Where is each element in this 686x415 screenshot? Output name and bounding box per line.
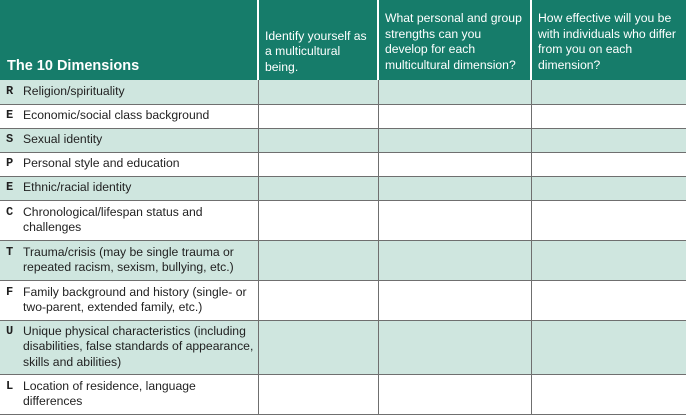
strengths-entry[interactable] <box>379 321 531 374</box>
dimension-row-economic <box>0 104 686 128</box>
header-group-strengths: What personal and group strengths can you develop for each multicultural dimension? <box>378 0 531 80</box>
effectiveness-entry-cell[interactable] <box>531 152 686 176</box>
identify-entry-cell[interactable] <box>258 152 378 176</box>
identify-entry-cell[interactable] <box>258 104 378 128</box>
strengths-entry-cell[interactable] <box>378 200 531 240</box>
dimension-cell <box>0 176 258 200</box>
dimension-label: Religion/spirituality <box>23 84 254 100</box>
dimension-letter: T <box>6 245 23 261</box>
effectiveness-entry[interactable] <box>532 375 686 414</box>
identify-entry-cell[interactable] <box>258 240 378 280</box>
dimension-cell <box>0 104 258 128</box>
dimension-cell <box>0 200 258 240</box>
strengths-entry-cell[interactable] <box>378 240 531 280</box>
effectiveness-entry[interactable] <box>532 177 686 200</box>
identify-entry-cell[interactable] <box>258 200 378 240</box>
effectiveness-entry-cell[interactable] <box>531 104 686 128</box>
strengths-entry[interactable] <box>379 281 531 320</box>
strengths-entry[interactable] <box>379 80 531 104</box>
identify-entry[interactable] <box>259 177 378 200</box>
header-row <box>0 0 686 80</box>
dimension-cell <box>0 128 258 152</box>
dimension-cell <box>0 240 258 280</box>
dimension-cell <box>0 152 258 176</box>
strengths-entry-cell[interactable] <box>378 280 531 320</box>
effectiveness-entry[interactable] <box>532 80 686 104</box>
dimension-letter: U <box>6 324 23 340</box>
identify-entry-cell[interactable] <box>258 80 378 104</box>
header-identify-yourself: Identify yourself as a multicultural being. <box>258 0 378 80</box>
dimension-label: Sexual identity <box>23 132 254 148</box>
dimension-letter: C <box>6 205 23 221</box>
effectiveness-entry-cell[interactable] <box>531 128 686 152</box>
strengths-entry-cell[interactable] <box>378 104 531 128</box>
identify-entry[interactable] <box>259 153 378 176</box>
identify-entry[interactable] <box>259 201 378 240</box>
dimension-label: Location of residence, language differences <box>23 379 254 410</box>
strengths-entry[interactable] <box>379 201 531 240</box>
effectiveness-entry[interactable] <box>532 321 686 374</box>
strengths-entry[interactable] <box>379 375 531 414</box>
identify-entry[interactable] <box>259 105 378 128</box>
strengths-entry-cell[interactable] <box>378 374 531 414</box>
dimension-letter: R <box>6 84 23 100</box>
strengths-entry-cell[interactable] <box>378 320 531 374</box>
identify-entry-cell[interactable] <box>258 128 378 152</box>
effectiveness-entry[interactable] <box>532 241 686 280</box>
identify-entry-cell[interactable] <box>258 320 378 374</box>
dimension-row-religion <box>0 80 686 104</box>
identify-entry[interactable] <box>259 281 378 320</box>
dimension-letter: P <box>6 156 23 172</box>
dimension-row-personal-style <box>0 152 686 176</box>
identify-entry-cell[interactable] <box>258 176 378 200</box>
dimension-label: Family background and history (single- or two-parent, extended family, etc.) <box>23 285 254 316</box>
effectiveness-entry-cell[interactable] <box>531 280 686 320</box>
strengths-entry[interactable] <box>379 105 531 128</box>
dimension-row-chronological <box>0 200 686 240</box>
effectiveness-entry-cell[interactable] <box>531 320 686 374</box>
effectiveness-entry[interactable] <box>532 153 686 176</box>
dimension-letter: S <box>6 132 23 148</box>
effectiveness-entry-cell[interactable] <box>531 240 686 280</box>
table-body <box>0 80 686 414</box>
strengths-entry-cell[interactable] <box>378 152 531 176</box>
dimension-letter: L <box>6 379 23 395</box>
dimension-row-trauma <box>0 240 686 280</box>
strengths-entry[interactable] <box>379 241 531 280</box>
effectiveness-entry[interactable] <box>532 129 686 152</box>
dimension-label: Unique physical characteristics (including disabilities, false standards of appearance, skills and abilities) <box>23 324 254 371</box>
strengths-entry[interactable] <box>379 129 531 152</box>
identify-entry[interactable] <box>259 375 378 414</box>
identify-entry[interactable] <box>259 241 378 280</box>
effectiveness-entry[interactable] <box>532 105 686 128</box>
identify-entry[interactable] <box>259 80 378 104</box>
effectiveness-entry-cell[interactable] <box>531 200 686 240</box>
header-effectiveness: How effective will you be with individuals who differ from you on each dimension? <box>531 0 686 80</box>
identify-entry-cell[interactable] <box>258 280 378 320</box>
strengths-entry[interactable] <box>379 177 531 200</box>
strengths-entry-cell[interactable] <box>378 128 531 152</box>
dimension-label: Trauma/crisis (may be single trauma or repeated racism, sexism, bullying, etc.) <box>23 245 254 276</box>
effectiveness-entry-cell[interactable] <box>531 176 686 200</box>
effectiveness-entry-cell[interactable] <box>531 374 686 414</box>
dimension-cell <box>0 80 258 104</box>
strengths-entry-cell[interactable] <box>378 176 531 200</box>
identify-entry[interactable] <box>259 321 378 374</box>
dimension-letter: E <box>6 108 23 124</box>
dimension-label: Economic/social class background <box>23 108 254 124</box>
dimension-cell <box>0 374 258 414</box>
effectiveness-entry[interactable] <box>532 281 686 320</box>
dimension-letter: E <box>6 180 23 196</box>
dimension-cell <box>0 320 258 374</box>
identify-entry[interactable] <box>259 129 378 152</box>
dimension-row-location <box>0 374 686 414</box>
dimension-letter: F <box>6 285 23 301</box>
dimension-label: Personal style and education <box>23 156 254 172</box>
strengths-entry-cell[interactable] <box>378 80 531 104</box>
dimension-row-sexual-identity <box>0 128 686 152</box>
effectiveness-entry-cell[interactable] <box>531 80 686 104</box>
dimension-cell <box>0 280 258 320</box>
dimension-row-unique-physical <box>0 320 686 374</box>
dimension-row-ethnic <box>0 176 686 200</box>
header-title: The 10 Dimensions <box>0 0 258 80</box>
dimension-label: Ethnic/racial identity <box>23 180 254 196</box>
identify-entry-cell[interactable] <box>258 374 378 414</box>
dimension-row-family <box>0 280 686 320</box>
dimension-label: Chronological/lifespan status and challenges <box>23 205 254 236</box>
effectiveness-entry[interactable] <box>532 201 686 240</box>
strengths-entry[interactable] <box>379 153 531 176</box>
table-header <box>0 0 686 80</box>
